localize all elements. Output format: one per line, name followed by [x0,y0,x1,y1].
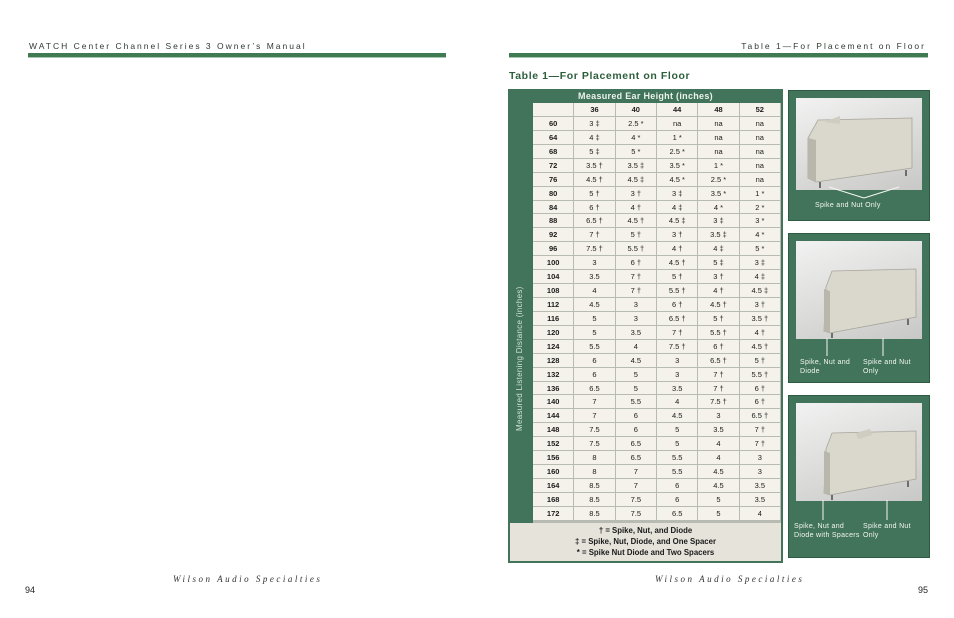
row-header: 60 [533,117,574,131]
table-cell: 5.5 [657,465,698,479]
table-cell: 3.5 † [740,312,781,326]
table-cell: 4.5 † [657,256,698,270]
table-cell: 7.5 † [698,395,739,409]
section-title: Table 1—For Placement on Floor [509,70,691,82]
table-cell: 3 [740,465,781,479]
row-header: 80 [533,187,574,201]
table-cell: 8 [574,451,615,465]
column-header: 40 [616,103,657,117]
table-cell: 7 † [698,382,739,396]
table-cell: 3 ‡ [574,117,615,131]
header-rule-left [28,53,446,58]
table-legend [510,523,781,561]
table-cell: 4 * [740,228,781,242]
table-cell: 5 [616,368,657,382]
table-cell: 4 ‡ [657,201,698,215]
caption-spike-nut-only: Spike and Nut Only [863,359,911,375]
row-header: 124 [533,340,574,354]
table-cell: 3.5 [616,326,657,340]
table-cell: 7 [616,465,657,479]
table-cell: 4 [698,437,739,451]
table-cell: 4 [740,507,781,521]
row-header: 88 [533,214,574,228]
table-cell: 5 [574,326,615,340]
row-header: 92 [533,228,574,242]
caption-spike-nut-diode-spacers: Spike, Nut and Diode with Spacers [794,523,860,539]
table-cell: 6 † [698,340,739,354]
table-cell: 3.5 [657,382,698,396]
table-cell: 3 ‡ [657,187,698,201]
table-cell: 4 * [698,201,739,215]
table-cell: 6 † [740,395,781,409]
table-cell: 4.5 * [657,173,698,187]
table-cell: 6 [574,354,615,368]
table-cell: 4 [657,395,698,409]
table-cell: 6.5 † [698,354,739,368]
table-cell: na [657,117,698,131]
table-cell: 5.5 [657,451,698,465]
table-cell: 7.5 † [574,242,615,256]
table-cell: 6.5 [574,382,615,396]
row-group-header: Measured Listening Distance (inches) [515,286,524,432]
table-cell: 5 † [698,312,739,326]
table-cell: 5 [657,437,698,451]
table-cell: 7 † [657,326,698,340]
table-cell: 5 † [574,187,615,201]
table-cell: 5.5 † [698,326,739,340]
table-cell: 5 * [740,242,781,256]
table-cell: 3.5 † [574,159,615,173]
speaker-illustration [796,241,922,339]
table-cell: 5 * [616,145,657,159]
row-header: 72 [533,159,574,173]
table-cell: 6.5 [616,437,657,451]
row-header: 96 [533,242,574,256]
table-cell: 5 [698,507,739,521]
speaker-illustration [796,98,922,190]
column-header: 48 [698,103,739,117]
table-cell: 4 * [616,131,657,145]
table-cell: 4.5 ‡ [740,284,781,298]
table-cell: 3.5 [574,270,615,284]
table-cell: 7 † [698,368,739,382]
table-cell: 2.5 * [616,117,657,131]
column-header: 44 [657,103,698,117]
row-header: 108 [533,284,574,298]
column-header: 52 [740,103,781,117]
table-cell: 8.5 [574,479,615,493]
row-header: 68 [533,145,574,159]
row-header: 152 [533,437,574,451]
table-cell: na [740,173,781,187]
table-cell: 3.5 * [657,159,698,173]
table-cell: 7 † [574,228,615,242]
table-cell: 3 † [657,228,698,242]
row-header: 140 [533,395,574,409]
table-cell: 7 [574,395,615,409]
table-cell: 4.5 [698,479,739,493]
speaker-image [796,403,922,501]
table-cell: 5.5 † [740,368,781,382]
table-cell: 3 * [740,214,781,228]
table-cell: 5 † [657,270,698,284]
table-cell: na [740,159,781,173]
speaker-photo-3 [788,395,930,558]
table-cell: na [740,117,781,131]
table-cell: 3.5 [740,479,781,493]
table-cell: 1 * [740,187,781,201]
table-cell: 4 [616,340,657,354]
table-cell: 4 † [740,326,781,340]
table-cell: 7 [574,409,615,423]
table-cell: 5 [698,493,739,507]
table-cell: 4 [574,284,615,298]
row-header: 76 [533,173,574,187]
table-cell: 7 † [740,437,781,451]
footer-left: Wilson Audio Specialties [173,574,323,584]
pointer-arrows [815,499,905,521]
table-cell: 7.5 † [657,340,698,354]
table-cell: 5 [574,312,615,326]
table-cell: 4.5 [616,354,657,368]
caption-spike-nut-diode: Spike, Nut and Diode [800,359,851,375]
table-cell: 8.5 [574,493,615,507]
table-cell: 3 [698,409,739,423]
row-header: 104 [533,270,574,284]
footer-right: Wilson Audio Specialties [655,574,805,584]
table-cell: 1 * [698,159,739,173]
table-cell: 4.5 [657,409,698,423]
column-header: 36 [574,103,615,117]
table-cell: 6.5 [657,507,698,521]
table-cell: 3 [616,298,657,312]
table-cell: 5.5 † [657,284,698,298]
table-cell: 3.5 ‡ [698,228,739,242]
caption-spike-nut-only: Spike and Nut Only [863,523,911,539]
row-header: 84 [533,201,574,215]
table-cell: 7 † [616,284,657,298]
table-cell: 8.5 [574,507,615,521]
table-cell: 4.5 † [574,173,615,187]
column-group-header: Measured Ear Height (inches) [578,91,713,101]
table-cell: 3 [574,256,615,270]
table-corner-cell [533,103,574,117]
table-cell: na [698,145,739,159]
table-cell: 4 † [616,201,657,215]
table-cell: 2.5 * [698,173,739,187]
table-cell: na [698,131,739,145]
row-header: 132 [533,368,574,382]
table-cell: na [698,117,739,131]
table-cell: 6 † [740,382,781,396]
table-cell: 6 [616,423,657,437]
table-cell: 4 † [657,242,698,256]
table-cell: 4.5 [574,298,615,312]
table-cell: 5 ‡ [574,145,615,159]
table-cell: 6.5 † [740,409,781,423]
table-cell: 7.5 [616,493,657,507]
table-cell: 3 ‡ [740,256,781,270]
speaker-illustration [796,403,922,501]
table-cell: 7.5 [616,507,657,521]
speaker-image [796,98,922,190]
row-header: 120 [533,326,574,340]
table-cell: 2 * [740,201,781,215]
table-cell: 7.5 [574,423,615,437]
table-cell: 3 † [740,298,781,312]
table-cell: 7.5 [574,437,615,451]
speaker-image [796,241,922,339]
pointer-arrows [819,337,899,357]
table-cell: 6 [657,493,698,507]
legend-item: ‡ = Spike, Nut, Diode, and One Spacer [574,537,717,546]
table-cell: 7 † [616,270,657,284]
page-number-left: 94 [25,585,36,595]
table-cell: 5 † [740,354,781,368]
table-cell: 4.5 ‡ [657,214,698,228]
speaker-photo-1 [788,90,930,221]
row-header: 64 [533,131,574,145]
table-cell: 4.5 ‡ [616,173,657,187]
table-cell: 3 † [698,270,739,284]
row-header: 112 [533,298,574,312]
table-cell: 6 [657,479,698,493]
table-cell: 5.5 [574,340,615,354]
table-cell: 6 [574,368,615,382]
table-cell: 2.5 * [657,145,698,159]
row-header: 148 [533,423,574,437]
table-cell: 7 † [740,423,781,437]
table-cell: 5.5 [616,395,657,409]
row-header: 172 [533,507,574,521]
table-cell: na [740,131,781,145]
row-header: 164 [533,479,574,493]
row-header: 100 [533,256,574,270]
table-cell: 8 [574,465,615,479]
table-cell: 5 [616,382,657,396]
table-cell: 3 † [616,187,657,201]
table-cell: 4.5 † [740,340,781,354]
row-header: 168 [533,493,574,507]
caption-spike-nut-only: Spike and Nut Only [815,202,881,209]
speaker-photo-2 [788,233,930,383]
row-header: 160 [533,465,574,479]
table-cell: 6 † [657,298,698,312]
table-cell: 3.5 * [698,187,739,201]
table-cell: 3 ‡ [698,214,739,228]
table-cell: 6.5 † [574,214,615,228]
table-cell: 3 [616,312,657,326]
table-cell: 3.5 ‡ [616,159,657,173]
table-cell: 4 ‡ [698,242,739,256]
table-cell: 4 [698,451,739,465]
table-cell: 4 ‡ [574,131,615,145]
row-header: 156 [533,451,574,465]
row-header: 116 [533,312,574,326]
row-header: 136 [533,382,574,396]
table-cell: 3 [657,354,698,368]
placement-table-panel [508,89,783,563]
table-cell: 6 † [574,201,615,215]
placement-table [533,103,781,521]
table-cell: 4 † [698,284,739,298]
running-header-right: Table 1—For Placement on Floor [741,41,926,51]
table-cell: 6.5 [616,451,657,465]
table-cell: 3 [740,451,781,465]
pointer-arrows [819,185,909,199]
table-cell: 5 [657,423,698,437]
row-header: 128 [533,354,574,368]
legend-item: * = Spike Nut Diode and Two Spacers [576,548,715,557]
table-cell: 3 [657,368,698,382]
table-cell: 5 † [616,228,657,242]
page-number-right: 95 [918,585,929,595]
running-header-left: WATCH Center Channel Series 3 Owner’s Manual [29,41,307,51]
table-cell: 5 ‡ [698,256,739,270]
table-cell: 3.5 [740,493,781,507]
table-cell: 6 [616,409,657,423]
table-cell: 1 * [657,131,698,145]
table-cell: 7 [616,479,657,493]
table-cell: 4 ‡ [740,270,781,284]
table-cell: 3.5 [698,423,739,437]
table-cell: 6 † [616,256,657,270]
row-header: 144 [533,409,574,423]
table-cell: 5.5 † [616,242,657,256]
table-cell: na [740,145,781,159]
table-cell: 4.5 † [616,214,657,228]
table-cell: 4.5 [698,465,739,479]
table-cell: 4.5 † [698,298,739,312]
header-rule-right [509,53,928,58]
table-cell: 6.5 † [657,312,698,326]
legend-item: † = Spike, Nut, and Diode [598,526,693,535]
